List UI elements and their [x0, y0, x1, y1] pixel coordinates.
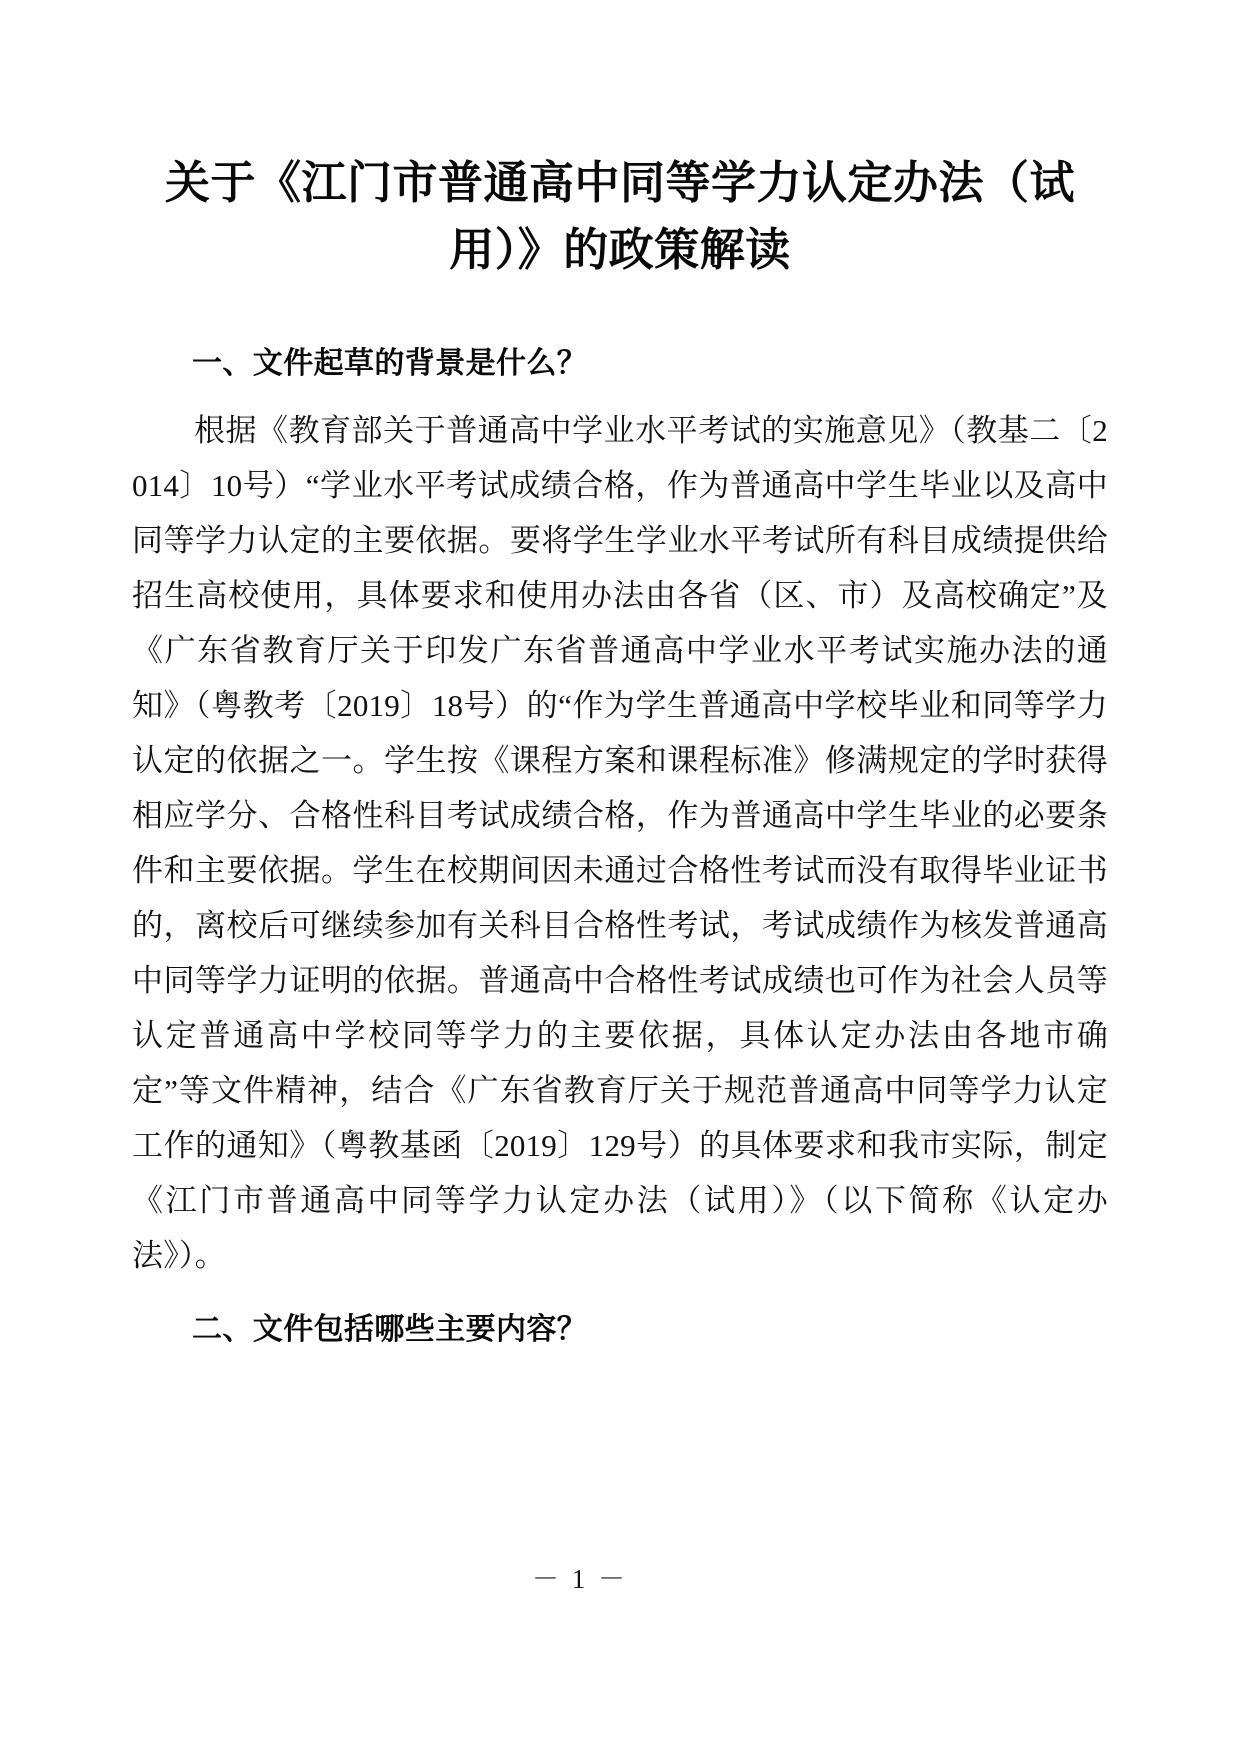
section-heading-2: 二、文件包括哪些主要内容？ [192, 1312, 588, 1348]
section-1-paragraph-1: 根据《教育部关于普通高中学业水平考试的实施意见》（教基二〔2014〕10号）“学业水平考试成绩合格，作为普通高中学生毕业以及高中同等学力认定的主要依据。要将学生学业水平考试所有科目成绩提供给招生高校使用，具体要求和使用办法由各省（区、市）及高校确定”及《广东省教育厅关于印发广东省普通高中学业水平考试实施办法的通知》（粤教考〔2019〕18号）的“作为学生普通高中学校毕业和同等学力认定的依据之一。学生按《课程方案和课程标准》修满规定的学时获得相应学分、合格性科目考试成绩合格，作为普通高中学生毕业的必要条件和主要依据。学生在校期间因未通过合格性考试而没有取得毕业证书的，离校后可继续参加有关科目合格性考试，考试成绩作为核发普通高中同等学力证明的依据。普通高中合格性考试成绩也可作为社会人员等认定普通高中学校同等学力的主要依据，具体认定办法由各地市确定”等文件精神，结合《广东省教育厅关于规范普通高中同等学力认定工作的通知》（粤教基函〔2019〕129号）的具体要求和我市实际，制定《江门市普通高中同等学力认定办法（试用）》（以下简称《认定办法》）。 [132, 413, 1108, 1274]
page-number: － 1 － [532, 1564, 628, 1594]
section-heading-1: 一、文件起草的背景是什么？ [192, 346, 588, 382]
page-title: 关于《江门市普通高中同等学力认定办法（试用）》的政策解读 [164, 158, 1075, 275]
document-body [132, 150, 1108, 1351]
